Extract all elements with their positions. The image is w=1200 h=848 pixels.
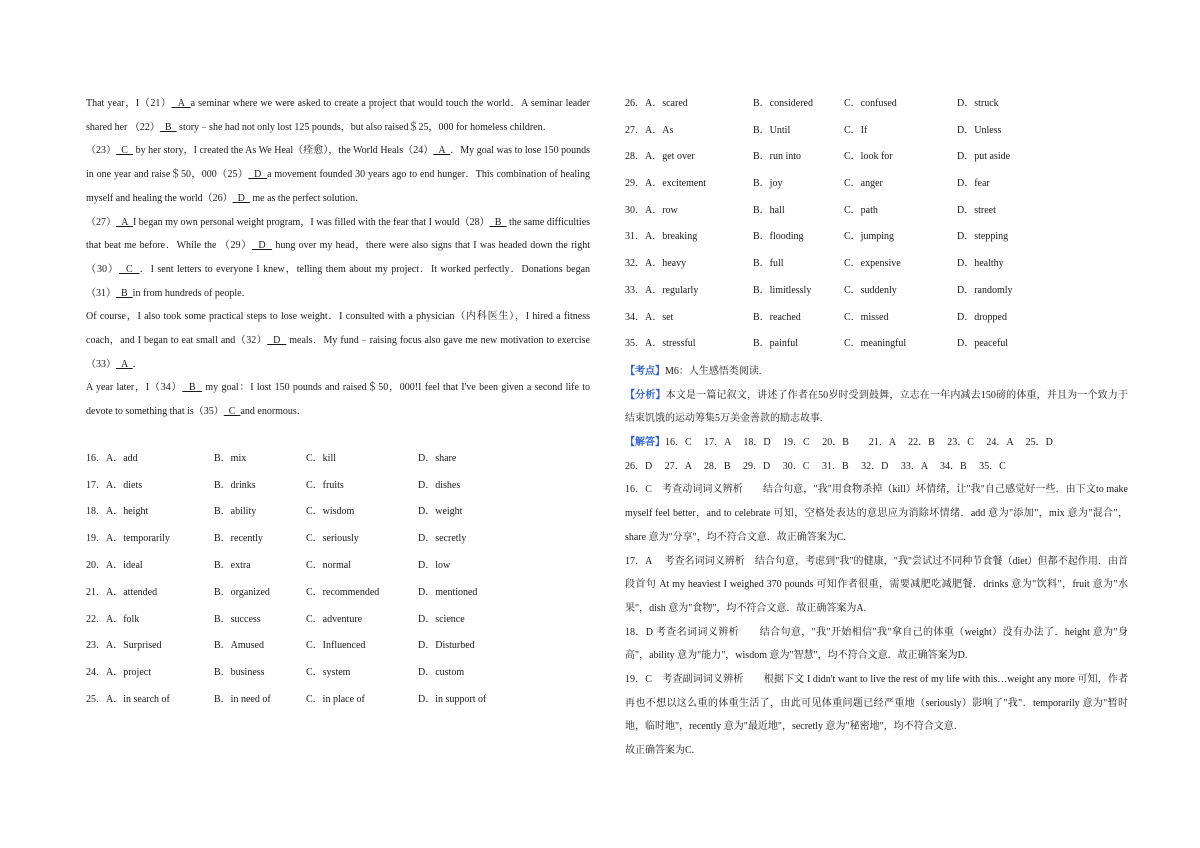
passage-text: （27） xyxy=(86,216,117,228)
answer-blank: D xyxy=(251,240,273,252)
option-a: 21．A．attended xyxy=(86,586,158,598)
option-c: C．missed xyxy=(844,311,889,323)
option-b: B．hall xyxy=(753,204,785,216)
option-row xyxy=(86,607,590,634)
option-c: C．look for xyxy=(844,151,893,163)
passage-text: a movement founded 30 years ago to end hunger．This combination of healing myself and healing the world（26） xyxy=(86,169,590,204)
option-d: D．science xyxy=(418,613,465,625)
option-d: D．custom xyxy=(418,667,465,679)
answer-key-line-1: 16．C 17．A 18．D 19．C 20．B 21．A 22．B 23．C 24．A 25．D xyxy=(665,436,1053,448)
option-d: D．randomly xyxy=(957,284,1013,296)
option-row xyxy=(86,580,590,607)
option-a: 34．A．set xyxy=(625,311,674,323)
option-c: C．adventure xyxy=(306,613,363,625)
option-c: C．normal xyxy=(306,560,351,572)
answer-blank: C xyxy=(116,145,134,157)
option-b: B．ability xyxy=(214,506,257,518)
option-a: 20．A．ideal xyxy=(86,560,143,572)
explanation-paragraph: 故正确答案为C. xyxy=(625,745,695,757)
option-d: D．low xyxy=(418,560,451,572)
option-c: C．meaningful xyxy=(844,338,907,350)
right-column xyxy=(625,92,1128,763)
answer-blank: C xyxy=(223,406,241,418)
passage-text: ．My goal was to lose 150 pounds in one year and raise＄50，000（25） xyxy=(86,145,591,181)
option-row xyxy=(86,499,590,526)
answer-blank: B xyxy=(116,287,133,299)
option-a: 19．A．temporarily xyxy=(86,533,170,545)
option-b: B．business xyxy=(214,667,265,679)
option-a: 33．A．regularly xyxy=(625,284,699,296)
passage-text: my goal：I lost 150 pounds and raised＄50，000!I feel that I've been given a second life to devote to something that is（35） xyxy=(86,382,590,418)
explanation-paragraph: 19．C 考查副词词义辨析 根据下文 I didn't want to live the rest of my life with this…weight any more 可知，作者再也不想以这么重的体重生活了，由此可见体重问题已经严重地（seriously）影响了"我"．temporarily 意为"暂时地，临时地"，recently 意为"最近地"，secretly 意为"秘密地"，均不符合文意． xyxy=(625,674,1128,733)
option-row xyxy=(625,224,1128,251)
option-a: 17．A．diets xyxy=(86,479,143,491)
option-a: 16．A．add xyxy=(86,452,138,464)
passage-paragraph xyxy=(86,376,590,423)
option-c: C．in place of xyxy=(306,694,365,706)
option-c: C．seriously xyxy=(306,533,359,545)
answer-blank: A xyxy=(116,358,133,370)
option-d: D．fear xyxy=(957,178,990,190)
option-b: B．limitlessly xyxy=(753,284,812,296)
answer-blank: A xyxy=(116,216,133,228)
option-row xyxy=(625,198,1128,225)
option-b: B．flooding xyxy=(753,231,804,243)
option-row xyxy=(86,687,590,714)
option-d: D．share xyxy=(418,452,457,464)
option-c: C．path xyxy=(844,204,878,216)
option-b: B．full xyxy=(753,258,784,270)
option-c: C．fruits xyxy=(306,479,344,491)
option-d: D．healthy xyxy=(957,258,1004,270)
option-b: B．mix xyxy=(214,452,247,464)
option-c: C．kill xyxy=(306,452,337,464)
option-c: C．Influenced xyxy=(306,640,366,652)
option-d: D．peaceful xyxy=(957,338,1009,350)
option-b: B．extra xyxy=(214,560,251,572)
option-c: C．confused xyxy=(844,98,897,109)
option-b: B．run into xyxy=(753,151,802,163)
option-row xyxy=(86,633,590,660)
passage-paragraph xyxy=(86,305,590,376)
explanation-paragraph: 17．A 考查名词词义辨析 结合句意，考虑到"我"的健康，"我"尝试过不同种节食餐（diet）但都不起作用．由首段首句 At my heaviest I weighed 370 pounds 可知作者很重，需要减肥吃减肥餐．drinks 意为"饮料"，fruit 意为"水果"，dish 意为"食物"，均不符合文意．故正确答案为A. xyxy=(625,555,1128,614)
explanation-paragraph: 16．C 考查动词词义辨析 结合句意，"我"用食物杀掉（kill）坏情绪，让"我"自己感觉好一些．由下文to make myself feel better，and to celebrate 可知，空格处表达的意思应为消除坏情绪．add 意为"添加"，mix 意为"混合"，share 意为"分享"，均不符合文意．故正确答案为C. xyxy=(625,484,1128,543)
answer-blank: A xyxy=(171,98,191,109)
passage-text: and enormous． xyxy=(240,406,307,418)
option-b: B．organized xyxy=(214,586,270,598)
kaodian-tag: 【考点】 xyxy=(625,365,665,377)
option-a: 26．A．scared xyxy=(625,98,688,109)
option-d: D．Disturbed xyxy=(418,640,475,652)
option-b: B．recently xyxy=(214,533,263,545)
option-c: C．If xyxy=(844,124,868,136)
left-column xyxy=(86,92,590,714)
explanation-paragraph: 18．D 考查名词词义辨析 结合句意，"我"开始相信"我"拿自己的体重（weight）没有办法了．height 意为"身高"，ability 意为"能力"，wisdom 意为"智慧"，均不符合文意．故正确答案为D. xyxy=(625,626,1128,662)
option-row xyxy=(86,660,590,687)
option-a: 30．A．row xyxy=(625,204,678,216)
option-a: 28．A．get over xyxy=(625,151,695,163)
answer-blank: B xyxy=(489,216,507,228)
option-d: D．stepping xyxy=(957,231,1009,243)
option-d: D．put aside xyxy=(957,151,1011,163)
option-c: C．system xyxy=(306,667,351,679)
option-a: 24．A．project xyxy=(86,667,151,679)
option-b: B．joy xyxy=(753,178,783,190)
option-row xyxy=(625,251,1128,278)
option-a: 22．A．folk xyxy=(86,613,140,625)
passage-paragraph xyxy=(86,211,590,306)
options-16-25 xyxy=(86,446,590,714)
option-a: 29．A．excitement xyxy=(625,178,707,190)
fenxi-text: 本文是一篇记叙文，讲述了作者在50岁时受到鼓舞，立志在一年内减去150磅的体重，并且为一个致力于结束饥饿的运动筹集5万美金善款的励志故事. xyxy=(625,389,1129,425)
option-row xyxy=(625,171,1128,198)
option-a: 32．A．heavy xyxy=(625,258,687,270)
option-d: D．weight xyxy=(418,506,463,518)
option-d: D．Unless xyxy=(957,124,1002,136)
option-a: 18．A．height xyxy=(86,506,149,518)
answer-blank: D xyxy=(248,169,268,181)
option-row xyxy=(625,305,1128,332)
option-d: D．in support of xyxy=(418,694,487,706)
answer-blank: B xyxy=(182,382,203,394)
passage-text: story﹣she had not only lost 125 pounds，but also raised＄25，000 for homeless children． xyxy=(176,121,553,133)
option-d: D．street xyxy=(957,204,996,216)
answer-blank: D xyxy=(267,335,287,347)
option-b: B．success xyxy=(214,613,261,625)
passage-text: Of course，I also took some practical steps to lose weight．I consulted with a physician（内科医生），I hired a fitness coach，and I began to eat small and（32） xyxy=(86,311,590,347)
option-row xyxy=(625,118,1128,145)
passage-text: by her story，I created the As We Heal（痊愈），the World Heals（24） xyxy=(133,145,434,157)
option-a: 31．A．breaking xyxy=(625,231,698,243)
option-b: B．considered xyxy=(753,98,813,109)
option-d: D．dropped xyxy=(957,311,1007,323)
passage-text: meals．My fund﹣raising focus also gave me new motivation to exercise（33） xyxy=(86,335,590,370)
option-a: 27．A．As xyxy=(625,124,674,136)
option-b: B．Until xyxy=(753,124,791,136)
passage-text: hung over my head，there were also signs that I was headed down the right（30） xyxy=(86,240,590,275)
answer-key-line-2: 26．D 27．A 28．B 29．D 30．C 31．B 32．D 33．A 34．B 35．C xyxy=(625,460,1006,472)
option-row xyxy=(86,473,590,500)
option-a: 35．A．stressful xyxy=(625,338,696,350)
passage-text: in from hundreds of people． xyxy=(132,287,252,299)
passage-text: A year later，I（34） xyxy=(86,382,183,394)
option-row xyxy=(86,446,590,473)
option-a: 23．A．Surprised xyxy=(86,640,162,652)
explanations xyxy=(625,478,1128,762)
passage-text: ．I sent letters to everyone I knew，telling them about my project．It worked perfectly．Donations began （31） xyxy=(86,263,591,299)
option-c: C．jumping xyxy=(844,231,895,243)
option-a: 25．A．in search of xyxy=(86,694,170,706)
passage-text: I began my own personal weight program，I was filled with the fear that I would（28） xyxy=(132,216,490,228)
option-row xyxy=(625,331,1128,358)
options-26-35 xyxy=(625,91,1128,358)
passage-text: a seminar where we were asked to create a project that would touch the world．A seminar leader shared her （22） xyxy=(86,98,590,133)
option-row xyxy=(625,91,1128,118)
passage-text: That year，I（21） xyxy=(86,98,172,109)
jieda-tag: 【解答】 xyxy=(625,436,665,448)
passage-paragraph xyxy=(86,92,590,139)
option-d: D．mentioned xyxy=(418,586,478,598)
cloze-passage xyxy=(86,92,590,424)
kaodian-line xyxy=(625,360,1128,384)
option-d: D．secretly xyxy=(418,533,467,545)
jieda-line xyxy=(625,431,1128,455)
passage-text: the same difficulties that beat me before．While the （29） xyxy=(86,216,591,252)
option-row xyxy=(625,144,1128,171)
answer-blank: A xyxy=(433,145,451,157)
option-b: B．Amused xyxy=(214,640,264,652)
passage-paragraph xyxy=(86,139,590,210)
option-b: B．drinks xyxy=(214,479,256,491)
passage-text: ． xyxy=(132,358,143,370)
option-c: C．recommended xyxy=(306,586,380,598)
answer-blank: B xyxy=(159,121,177,133)
option-row xyxy=(86,526,590,553)
answer-section xyxy=(625,360,1128,763)
passage-text: （23） xyxy=(86,145,117,157)
answer-blank: C xyxy=(118,263,140,275)
option-row xyxy=(625,278,1128,305)
option-d: D．struck xyxy=(957,98,999,109)
option-b: B．reached xyxy=(753,311,801,323)
option-b: B．painful xyxy=(753,338,798,350)
passage-text: me as the perfect solution． xyxy=(249,192,366,204)
option-b: B．in need of xyxy=(214,694,271,706)
option-c: C．anger xyxy=(844,178,883,190)
kaodian-text: M6：人生感悟类阅读. xyxy=(665,365,762,377)
fenxi-tag: 【分析】 xyxy=(625,389,666,401)
fenxi-paragraph xyxy=(625,384,1128,431)
option-row xyxy=(86,553,590,580)
answer-blank: D xyxy=(232,192,250,204)
option-c: C．wisdom xyxy=(306,506,355,518)
option-d: D．dishes xyxy=(418,479,461,491)
option-c: C．suddenly xyxy=(844,284,897,296)
option-c: C．expensive xyxy=(844,258,901,270)
